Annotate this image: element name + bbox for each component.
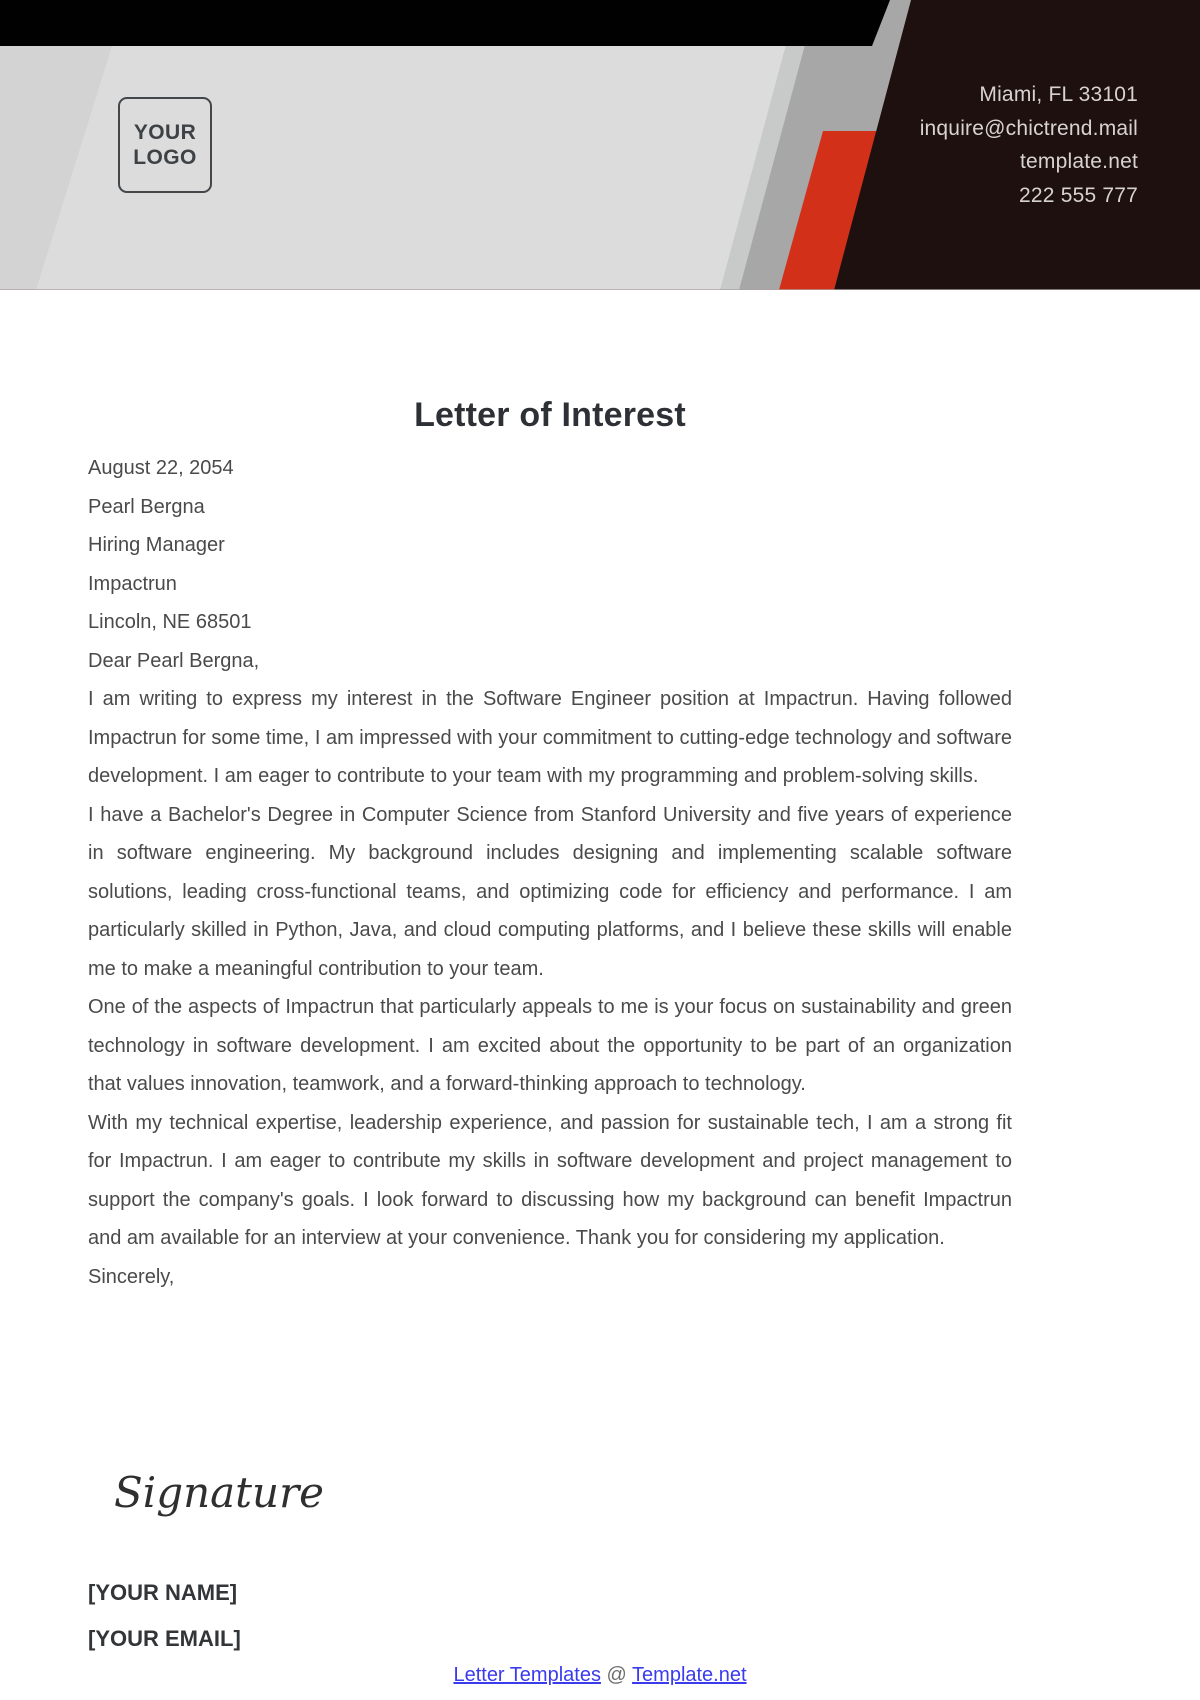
paragraph-3: One of the aspects of Impactrun that particularly appeals to me is your focus on sustainability and green technology in software development. I am excited about the opportunity to be part of an organization that values innovation, teamwork, and a forward-thinking approach to technology. [88, 996, 1012, 1095]
letter-date: August 22, 2054 [88, 457, 234, 479]
closing: Sincerely, [88, 1265, 175, 1288]
page-title: Letter of Interest [414, 396, 686, 434]
letter-templates-link[interactable]: Letter Templates [453, 1664, 601, 1686]
contact-block [920, 78, 1138, 212]
contact-address: Miami, FL 33101 [979, 83, 1138, 106]
signature-script: Signature [114, 1468, 325, 1517]
footer-at-sign: @ [606, 1664, 627, 1686]
signer-name-placeholder: [YOUR NAME] [88, 1580, 238, 1605]
letter-body [88, 449, 1012, 1296]
paragraph-4: With my technical expertise, leadership experience, and passion for sustainable tech, I am a strong fit for Impactrun. I am eager to contribute my skills in software development and project management to support the company's goals. I look forward to discussing how my background can benefit Impactrun and am available for an interview at your convenience. Thank you for considering my application. [88, 1111, 1012, 1249]
paragraph-2: I have a Bachelor's Degree in Computer Science from Stanford University and five years of experience in software engineering. My background includes designing and implementing scalable software solutions, leading cross-functional teams, and optimizing code for efficiency and performance. I am particularly skilled in Python, Java, and cloud computing platforms, and I believe these skills will enable me to make a meaningful contribution to your team. [88, 803, 1012, 980]
recipient-company: Impactrun [88, 572, 177, 595]
logo-text-line1: YOUR [133, 121, 197, 144]
logo-text-line2: LOGO [133, 146, 197, 169]
signer-email-placeholder: [YOUR EMAIL] [88, 1626, 241, 1651]
recipient-address: Lincoln, NE 68501 [88, 611, 252, 633]
letterhead [0, 0, 1200, 290]
logo-placeholder [118, 97, 212, 193]
contact-website: template.net [1020, 150, 1138, 173]
salutation: Dear Pearl Bergna, [88, 649, 260, 672]
contact-email: inquire@chictrend.mail [919, 116, 1138, 140]
recipient-name: Pearl Bergna [88, 495, 205, 518]
template-net-link[interactable]: Template.net [632, 1664, 747, 1686]
footer [0, 1664, 1200, 1687]
recipient-role: Hiring Manager [88, 534, 225, 556]
contact-phone: 222 555 777 [1019, 183, 1138, 207]
paragraph-1: I am writing to express my interest in the Software Engineer position at Impactrun. Having followed Impactrun for some time, I am impressed with your commitment to cutting-edge technology and software development. I am eager to contribute to your team with my programming and problem-solving skills. [88, 688, 1012, 787]
header-divider [0, 289, 1200, 290]
